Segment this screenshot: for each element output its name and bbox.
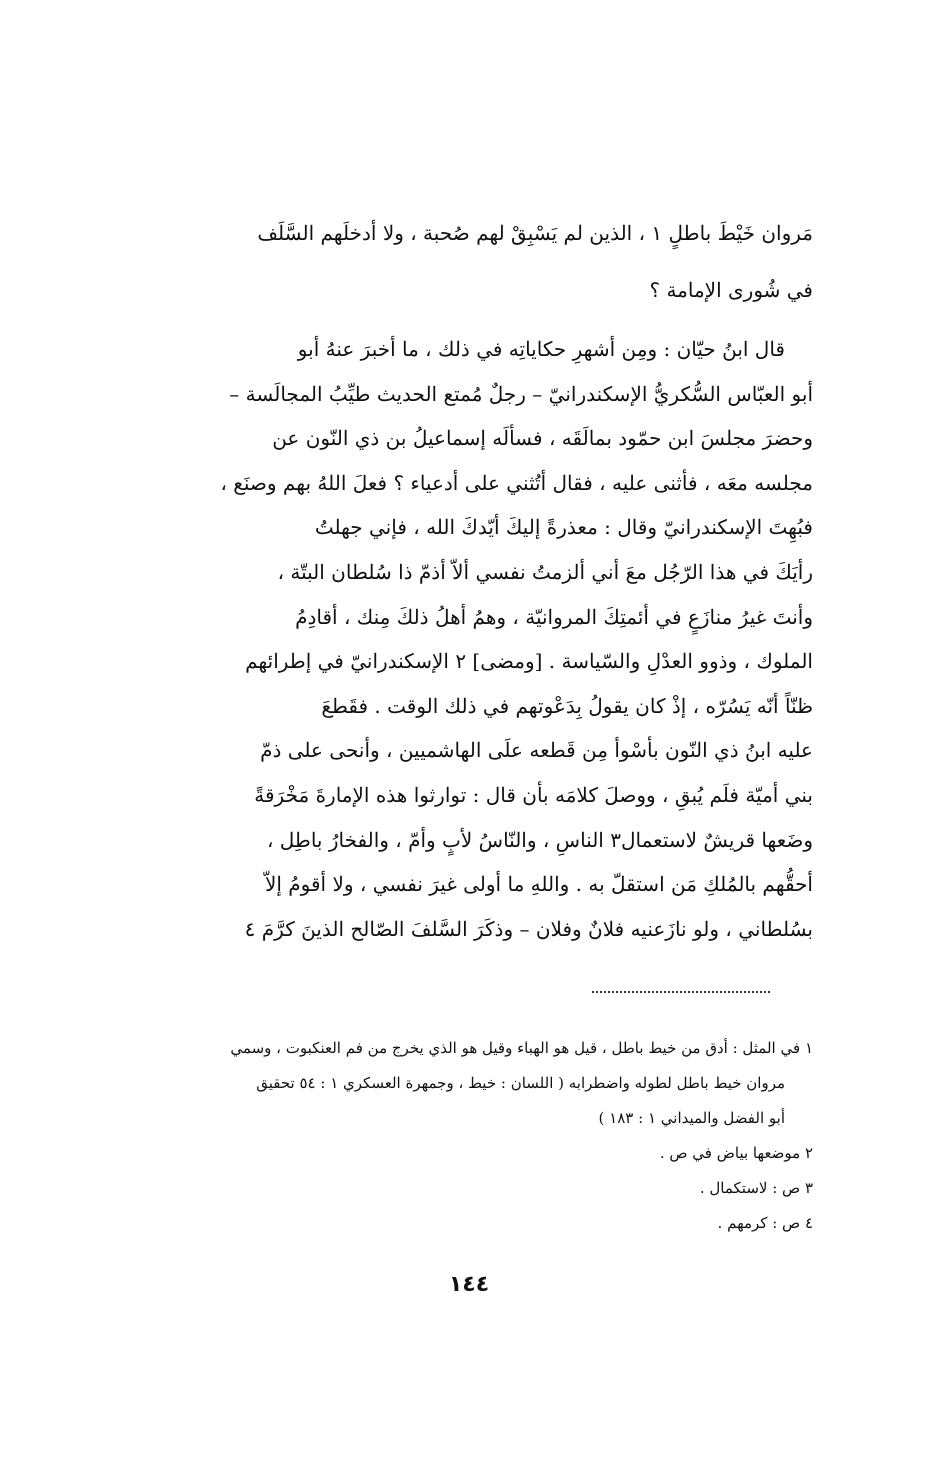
text-line: مجلسه معَه ، فأثنى عليه ، فقال أتُثني على أدعياء ؟ فعلَ اللهُ بهم وصنَع ،	[220, 470, 813, 495]
footnote-4: ٤ ص : كرمهم .	[717, 1214, 813, 1232]
text-line: وضَعها قريشٌ لاستعمال٣ الناسِ ، والنّاسُ لأبٍ وأمّ ، والفخارُ باطِل ،	[266, 827, 813, 852]
footnote-3: ٣ ص : لاستكمال .	[699, 1179, 813, 1197]
text-line: مَروان خَيْطَ باطلٍ ١ ، الذين لم يَسْبِقْ لهم صُحبة ، ولا أدخلَهم السَّلَف	[257, 221, 813, 245]
footnote-1-line: مروان خيط باطل لطوله واضطرابه ( اللسان : خيط ، وجمهرة العسكري ١ : ٥٤ تحقيق	[256, 1074, 785, 1092]
footnotes	[123, 1031, 813, 1241]
top-paragraph	[123, 205, 813, 319]
text-line: بسُلطاني ، ولو نازَعنيه فلانٌ وفلان – وذكَرَ السَّلفَ الصّالح الذينَ كرَّمَ ٤	[244, 916, 813, 941]
footnote-1-line: أبو الفضل والميداني ١ : ١٨٣ )	[598, 1109, 785, 1127]
text-line: بني أميّة فلَم يُبقِ ، ووصلَ كلامَه بأن قال : توارثوا هذه الإمارةَ مَخْرَقةً	[254, 782, 813, 807]
main-paragraph	[123, 327, 813, 951]
page-number: ١٤٤	[448, 1272, 490, 1297]
text-line: قال ابنُ حيّان : ومِن أشهرِ حكاياتِه في ذلك ، ما أخبرَ عنهُ أبو	[297, 337, 785, 361]
text-line: أحقُّهم بالمُلكِ مَن استقلّ به . واللهِ ما أولى غيرَ نفسي ، ولا أقومُ إلاّ	[264, 872, 813, 897]
text-line: ظنّاً أنّه يَسُرّه ، إذْ كان يقولُ بِدَعْوتهم في ذلك الوقت . فقَطعَ	[321, 693, 813, 718]
text-line: عليه ابنُ ذي النّون بأسْوأ مِن قَطعه علَى الهاشميين ، وأنحى على ذمّ	[260, 738, 813, 763]
text-line: فبُهِتَ الإسكندرانيّ وقال : معذرةً إليكَ أيّدكَ الله ، فإني جهلتُ	[314, 515, 813, 540]
text-line: وأنتَ غيرُ منازَعٍ في أئمتِكَ المروانيّة ، وهمُ أهلُ ذلكَ مِنك ، أقادِمُ	[295, 604, 813, 629]
text-line: وحضرَ مجلسَ ابن حمّود بمالَقَه ، فسألَه إسماعيلُ بن ذي النّون عن	[272, 426, 813, 451]
text-line: رأيَكَ في هذا الرّجُل معَ أني ألزمتُ نفسي ألاّ أذمّ ذا سُلطان البتّة ،	[277, 559, 813, 584]
text-line: الملوك ، وذوو العدْلِ والسّياسة . [ومضى] ٢ الإسكندرانيّ في إطرائهم	[245, 649, 813, 674]
footnote-1-line: ١ في المثل : أدق من خيط باطل ، قيل هو الهباء وقيل هو الذي يخرج من فم العنكبوت ، وسمي	[230, 1039, 813, 1057]
text-line: أبو العبّاس السُّكريُّ الإسكندرانيّ – رجلٌ مُمتع الحديث طيِّبُ المجالَسة –	[229, 381, 813, 406]
footnote-2: ٢ موضعها بياض في ص .	[659, 1144, 813, 1162]
text-line: في شُورى الإمامة ؟	[649, 278, 813, 302]
footnote-separator	[592, 991, 770, 993]
